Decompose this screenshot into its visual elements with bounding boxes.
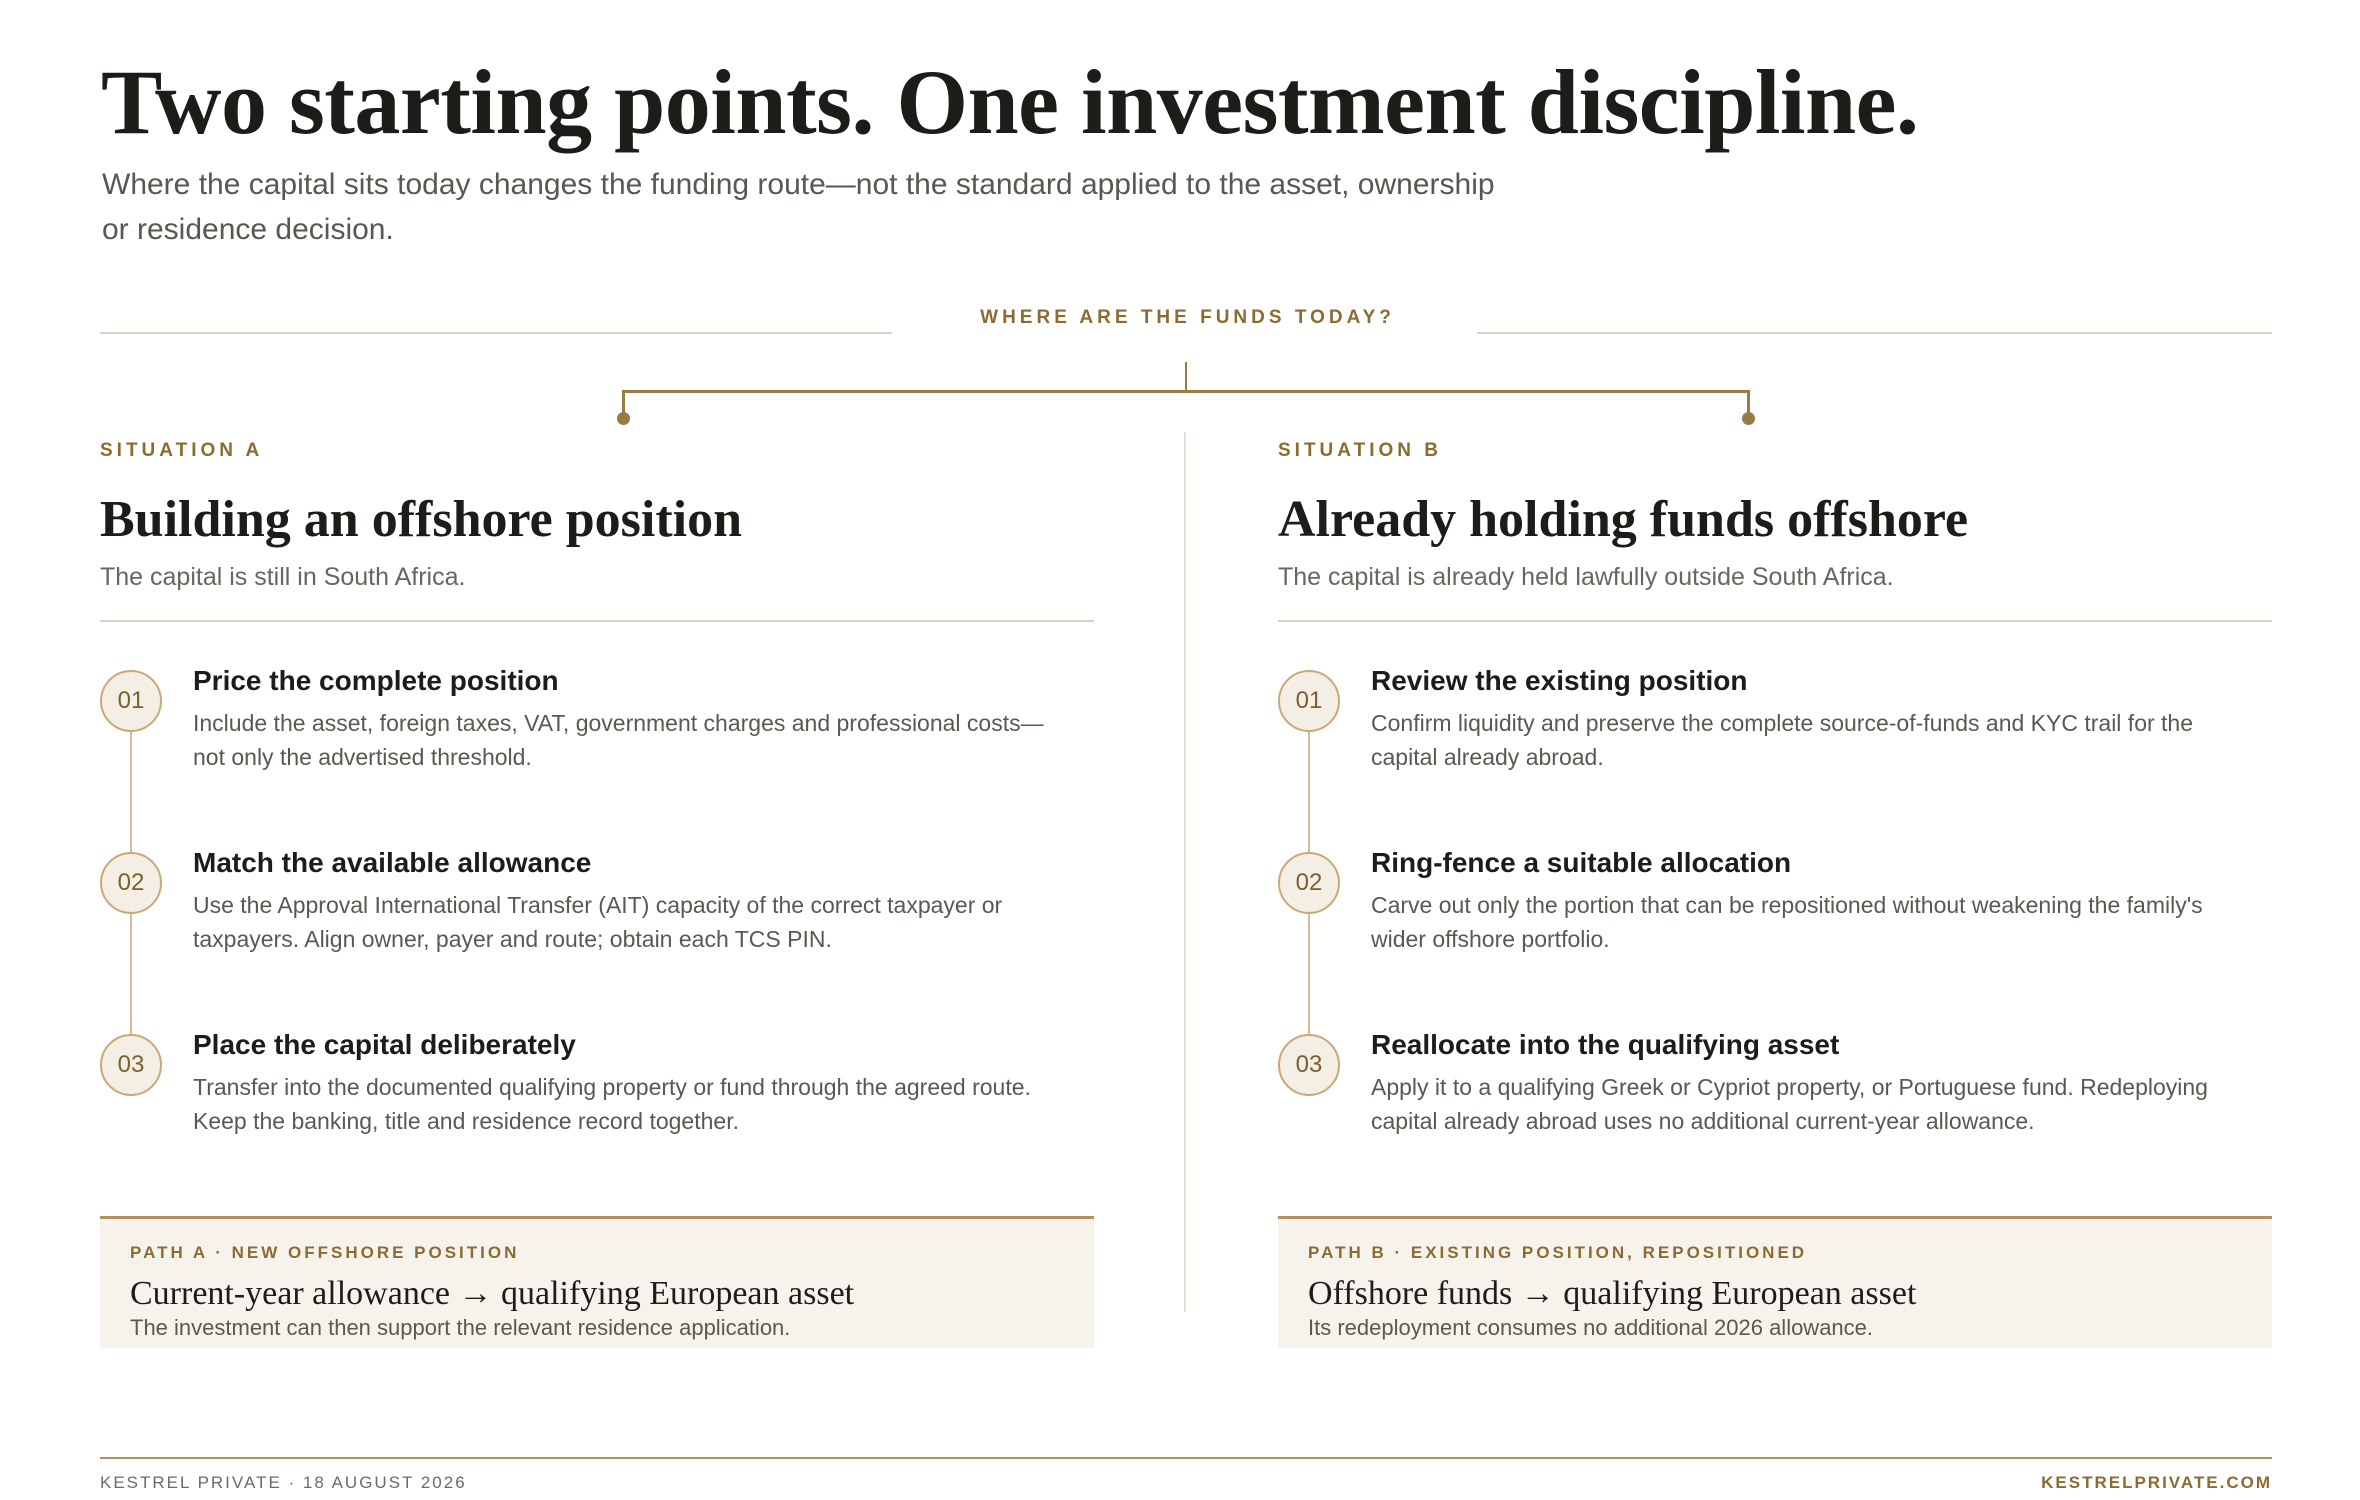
page-title: Two starting points. One investment discipline. [101, 51, 1919, 153]
situation-title: Building an offshore position [100, 491, 743, 548]
center-divider [1184, 432, 1186, 1312]
path-b-card [1278, 1216, 2272, 1348]
connector-dot-b [1742, 412, 1755, 425]
step-number-badge: 02 [1278, 852, 1340, 914]
situation-b-column [1278, 438, 2272, 1224]
path-label: PATH B · EXISTING POSITION, REPOSITIONED [1308, 1243, 1808, 1262]
step [100, 846, 1094, 996]
step-description: Apply it to a qualifying Greek or Cypriot property, or Portuguese fund. Redeploying capital already abroad uses no additional current-year allowance. [1371, 1074, 2208, 1134]
step [1278, 664, 2272, 814]
question-rule-right [1477, 332, 2272, 334]
step-title: Match the available allowance [193, 847, 592, 878]
column-rule [100, 620, 1094, 622]
path-title: Current-year allowance → qualifying European asset [130, 1275, 855, 1312]
step-title: Review the existing position [1371, 665, 1748, 696]
step [100, 664, 1094, 814]
step-number-badge: 02 [100, 852, 162, 914]
footer-rule [100, 1457, 2272, 1459]
path-a-card [100, 1216, 1094, 1348]
connector-stem [1185, 362, 1187, 392]
situation-a-column [100, 438, 1094, 1224]
footer-brand-date: KESTREL PRIVATE · 18 AUGUST 2026 [100, 1473, 467, 1492]
step [1278, 846, 2272, 996]
step-description: Confirm liquidity and preserve the complete source-of-funds and KYC trail for the capital already abroad. [1371, 710, 2194, 770]
situation-subtitle: The capital is still in South Africa. [100, 563, 466, 591]
steps-list [1278, 664, 2272, 1224]
step-title: Ring-fence a suitable allocation [1371, 847, 1792, 878]
situation-label: SITUATION A [100, 440, 264, 461]
question-heading: WHERE ARE THE FUNDS TODAY? [980, 307, 1395, 328]
path-title: Offshore funds → qualifying European asset [1308, 1275, 1917, 1312]
step-title: Place the capital deliberately [193, 1029, 576, 1060]
step-number-badge: 03 [100, 1034, 162, 1096]
situation-label: SITUATION B [1278, 440, 1442, 461]
footer-website-link[interactable]: KESTRELPRIVATE.COM [2041, 1473, 2272, 1492]
step [1278, 1028, 2272, 1178]
step-description: Carve out only the portion that can be repositioned without weakening the family's wider offshore portfolio. [1371, 892, 2203, 952]
step-number-badge: 01 [100, 670, 162, 732]
step-number-badge: 03 [1278, 1034, 1340, 1096]
step-title: Price the complete position [193, 665, 559, 696]
path-description: Its redeployment consumes no additional 2026 allowance. [1308, 1315, 1874, 1340]
connector-dot-a [617, 412, 630, 425]
column-rule [1278, 620, 2272, 622]
connector-bar [622, 390, 1750, 393]
path-label: PATH A · NEW OFFSHORE POSITION [130, 1243, 520, 1262]
step [100, 1028, 1094, 1178]
situation-title: Already holding funds offshore [1278, 491, 1969, 548]
steps-list [100, 664, 1094, 1224]
step-title: Reallocate into the qualifying asset [1371, 1029, 1840, 1060]
step-description: Include the asset, foreign taxes, VAT, government charges and professional costs—not only the advertised threshold. [193, 710, 1044, 770]
question-rule-left [100, 332, 892, 334]
situation-subtitle: The capital is already held lawfully outside South Africa. [1278, 563, 1894, 591]
step-description: Use the Approval International Transfer (AIT) capacity of the correct taxpayer or taxpayers. Align owner, payer and route; obtain each TCS PIN. [193, 892, 1003, 952]
step-description: Transfer into the documented qualifying property or fund through the agreed route. Keep the banking, title and residence record together. [193, 1074, 1031, 1134]
page-subtitle: Where the capital sits today changes the funding route—not the standard applied to the asset, ownership or residence decision. [102, 168, 1495, 246]
path-description: The investment can then support the relevant residence application. [130, 1315, 791, 1340]
step-number-badge: 01 [1278, 670, 1340, 732]
